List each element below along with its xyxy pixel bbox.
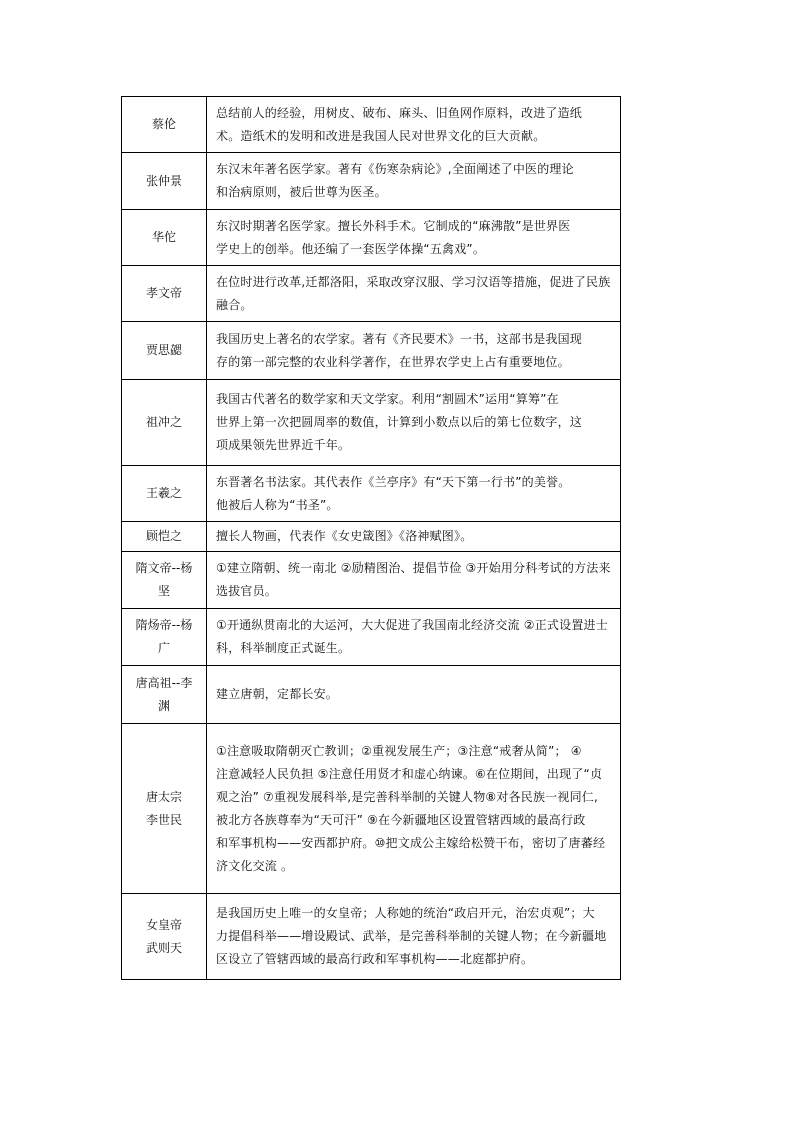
figure-name: 武则天	[145, 940, 182, 955]
figure-description-cell	[207, 894, 621, 980]
table-row	[122, 210, 621, 266]
table-row	[122, 666, 621, 724]
figure-name: 渊	[157, 698, 170, 713]
figure-description-line: 他被后人称为“书圣”。	[216, 497, 339, 512]
table-row	[122, 97, 621, 153]
figure-description-line: 被北方各族尊奉为“天可汗” ⑨在今新疆地区设置管辖西域的最高行政	[216, 812, 586, 827]
figure-description-cell	[207, 97, 621, 153]
table-row	[122, 609, 621, 666]
table-body	[122, 97, 621, 980]
figure-description-line: 项成果领先世界近千年。	[216, 438, 351, 452]
figure-name: 隋炀帝--杨	[135, 618, 193, 632]
figure-description-line: 选拔官员。	[216, 584, 278, 598]
figure-name-cell	[122, 552, 207, 609]
figure-description-line: 力提倡科举——增设殿试、武举，是完善科举制的关键人物；在今新疆地	[216, 929, 607, 943]
table-row	[122, 380, 621, 466]
figure-description-line: ①注意吸取隋朝灭亡教训；②重视发展生产；③注意“戒奢从简”； ④	[216, 743, 582, 758]
figure-name: 华佗	[151, 230, 176, 244]
figure-name: 王羲之	[145, 486, 182, 500]
figure-description-line: 学史上的创举。他还编了一套医学体操“五禽戏”。	[216, 241, 486, 256]
figure-name-cell	[122, 153, 207, 210]
figure-name: 顾恺之	[145, 529, 182, 543]
figure-name-cell	[122, 522, 207, 552]
table-row	[122, 153, 621, 210]
figure-name-cell	[122, 210, 207, 266]
figure-description-line: 存的第一部完整的农业科学著作，在世界农学史上占有重要地位。	[216, 354, 570, 369]
table-row	[122, 466, 621, 522]
figure-description-line: 东汉末年著名医学家。著有《伤寒杂病论》,全面阐述了中医的理论	[216, 162, 574, 176]
figure-name-cell	[122, 466, 207, 522]
figure-description-line: ①建立隋朝、统一南北 ②励精图治、提倡节俭 ③开始用分科考试的方法来	[216, 561, 611, 575]
figure-name-cell	[122, 380, 207, 466]
figure-name: 隋文帝--杨	[135, 561, 193, 575]
figure-description-line: 术。造纸术的发明和改进是我国人民对世界文化的巨大贡献。	[216, 128, 546, 143]
figure-name: 祖冲之	[145, 415, 182, 429]
figure-description-cell	[207, 552, 621, 609]
figure-description-line: 是我国历史上唯一的女皇帝；人称她的统治“政启开元，治宏贞观”；大	[216, 906, 595, 920]
figure-name: 广	[157, 641, 170, 655]
figure-description-line: ①开通纵贯南北的大运河，大大促进了我国南北经济交流 ②正式设置进士	[216, 618, 608, 632]
figure-description-line: 注意减轻人民负担 ⑤注意任用贤才和虚心纳谏。⑥在位期间，出现了“贞	[216, 766, 603, 781]
table-row	[122, 724, 621, 894]
figure-description-cell	[207, 666, 621, 724]
figure-description-cell	[207, 153, 621, 210]
figure-description-line: 区设立了管辖西域的最高行政和军事机构——北庭都护府。	[216, 952, 534, 966]
figure-name: 蔡伦	[151, 117, 176, 131]
figure-description-line: 世界上第一次把圆周率的数值，计算到小数点以后的第七位数字，这	[216, 415, 583, 429]
figure-name-cell	[122, 609, 207, 666]
historical-figures-table	[121, 96, 621, 980]
figure-name: 贾思勰	[145, 343, 182, 357]
table-row	[122, 522, 621, 552]
figure-name-cell	[122, 724, 207, 894]
figure-description-line: 我国古代著名的数学家和天文学家。利用“割圆术”运用“算筹”在	[216, 392, 559, 406]
figure-description-cell	[207, 322, 621, 380]
figure-description-line: 科，科举制度正式诞生。	[216, 641, 351, 655]
figure-name-cell	[122, 894, 207, 980]
table-row	[122, 552, 621, 609]
figure-description-line: 总结前人的经验，用树皮、破布、麻头、旧鱼网作原料，改进了造纸	[216, 105, 583, 120]
table-row	[122, 266, 621, 322]
figure-description-line: 和军事机构——安西都护府。⑩把文成公主嫁给松赞干布，密切了唐蕃经	[216, 835, 606, 850]
figure-name: 女皇帝	[145, 917, 182, 932]
figure-name: 孝文帝	[145, 286, 182, 300]
figure-name: 张仲景	[145, 173, 182, 188]
figure-name-cell	[122, 322, 207, 380]
figure-description-cell	[207, 380, 621, 466]
figure-description-line: 观之治” ⑦重视发展科举,是完善科举制的关键人物⑧对各民族一视同仁,	[216, 789, 598, 804]
figure-description-line: 东晋著名书法家。其代表作《兰亭序》有“天下第一行书”的美誉。	[216, 474, 571, 489]
figure-description-line: 在位时进行改革,迁都洛阳，采取改穿汉服、学习汉语等措施，促进了民族	[216, 274, 611, 289]
figure-name: 李世民	[145, 812, 182, 827]
figure-description-line: 济文化交流 。	[216, 858, 294, 873]
figure-name-cell	[122, 666, 207, 724]
figure-description-line: 和治病原则，被后世尊为医圣。	[216, 185, 387, 199]
figure-description-cell	[207, 210, 621, 266]
figure-name: 坚	[157, 584, 170, 598]
figure-name: 唐高祖--李	[135, 675, 193, 690]
figure-name-cell	[122, 97, 207, 153]
table-row	[122, 322, 621, 380]
figure-description-cell	[207, 266, 621, 322]
figure-name: 唐太宗	[145, 789, 182, 804]
figure-name-cell	[122, 266, 207, 322]
figure-description-cell	[207, 724, 621, 894]
table-row	[122, 894, 621, 980]
figure-description-line: 融合。	[216, 297, 253, 312]
figure-description-line: 擅长人物画，代表作《女史箴图》《洛神赋图》。	[216, 529, 473, 543]
figure-description-cell	[207, 522, 621, 552]
figure-description-cell	[207, 466, 621, 522]
figure-description-cell	[207, 609, 621, 666]
figure-description-line: 建立唐朝，定都长安。	[216, 687, 339, 701]
figure-description-line: 东汉时期著名医学家。擅长外科手术。它制成的“麻沸散”是世界医	[216, 218, 571, 233]
figure-description-line: 我国历史上著名的农学家。著有《齐民要术》一书，这部书是我国现	[216, 331, 583, 346]
